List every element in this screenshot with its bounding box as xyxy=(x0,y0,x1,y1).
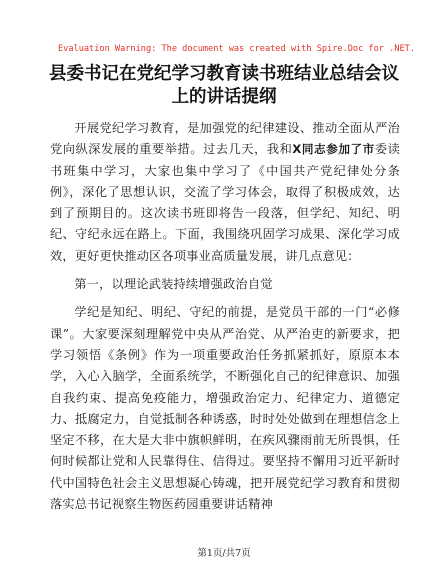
page-footer: 第1页/共7页 xyxy=(197,548,251,559)
paragraph-intro-text-b: 委读书班集中学习，大家也集中学习了《中国共产党纪律处分条例》，深化了思想认识，交流了学习体会，取得了积极成效，达到了预期目的。这次读书班即将告一段落，但学纪、知纪、明纪、守纪永远在路上。下面，我围绕巩固学习成果、深化学习成效，更好更快推动区各项事业高质量发展，讲几点意见： xyxy=(50,142,400,263)
section-heading-1: 第一，以理论武装持续增强政治自觉 xyxy=(74,277,273,292)
title-line-2: 上的讲话提纲 xyxy=(171,87,277,107)
document-title xyxy=(40,63,408,109)
paragraph-intro-text-a: 开展党纪学习教育，是加强党的纪律建设、推动全面从严治党向纵深发展的重要举措。过去几天，我和 xyxy=(50,121,400,157)
paragraph-intro xyxy=(50,118,400,267)
highlighted-text: X同志参加了市 xyxy=(292,142,375,157)
title-line-1: 县委书记在党纪学习教育读书班结业总结会议 xyxy=(49,64,399,84)
document-body xyxy=(50,118,400,515)
evaluation-warning: Evaluation Warning: The document was created with Spire.Doc for .NET. xyxy=(58,44,415,54)
paragraph-section-1: 学纪是知纪、明纪、守纪的前提，是党员干部的一门“必修课”。大家要深刻理解党中央从严治党、从严治吏的新要求，把学习领悟《条例》作为一项重要政治任务抓紧抓好，原原本本学，入心入脑学，全面系统学，不断强化自己的纪律意识、加强自我约束、提高免疫能力，增强政治定力、纪律定力、道德定力、抵腐定力，自觉抵制各种诱惑，时时处处做到在理想信念上坚定不移，在大是大非中旗帜鲜明，在疾风骤雨前无所畏惧，任何时候都让党和人民靠得住、信得过。要坚持不懈用习近平新时代中国特色社会主义思想凝心铸魂，把开展党纪学习教育和贯彻落实总书记视察生物医药园重要讲话精神 xyxy=(50,305,400,512)
